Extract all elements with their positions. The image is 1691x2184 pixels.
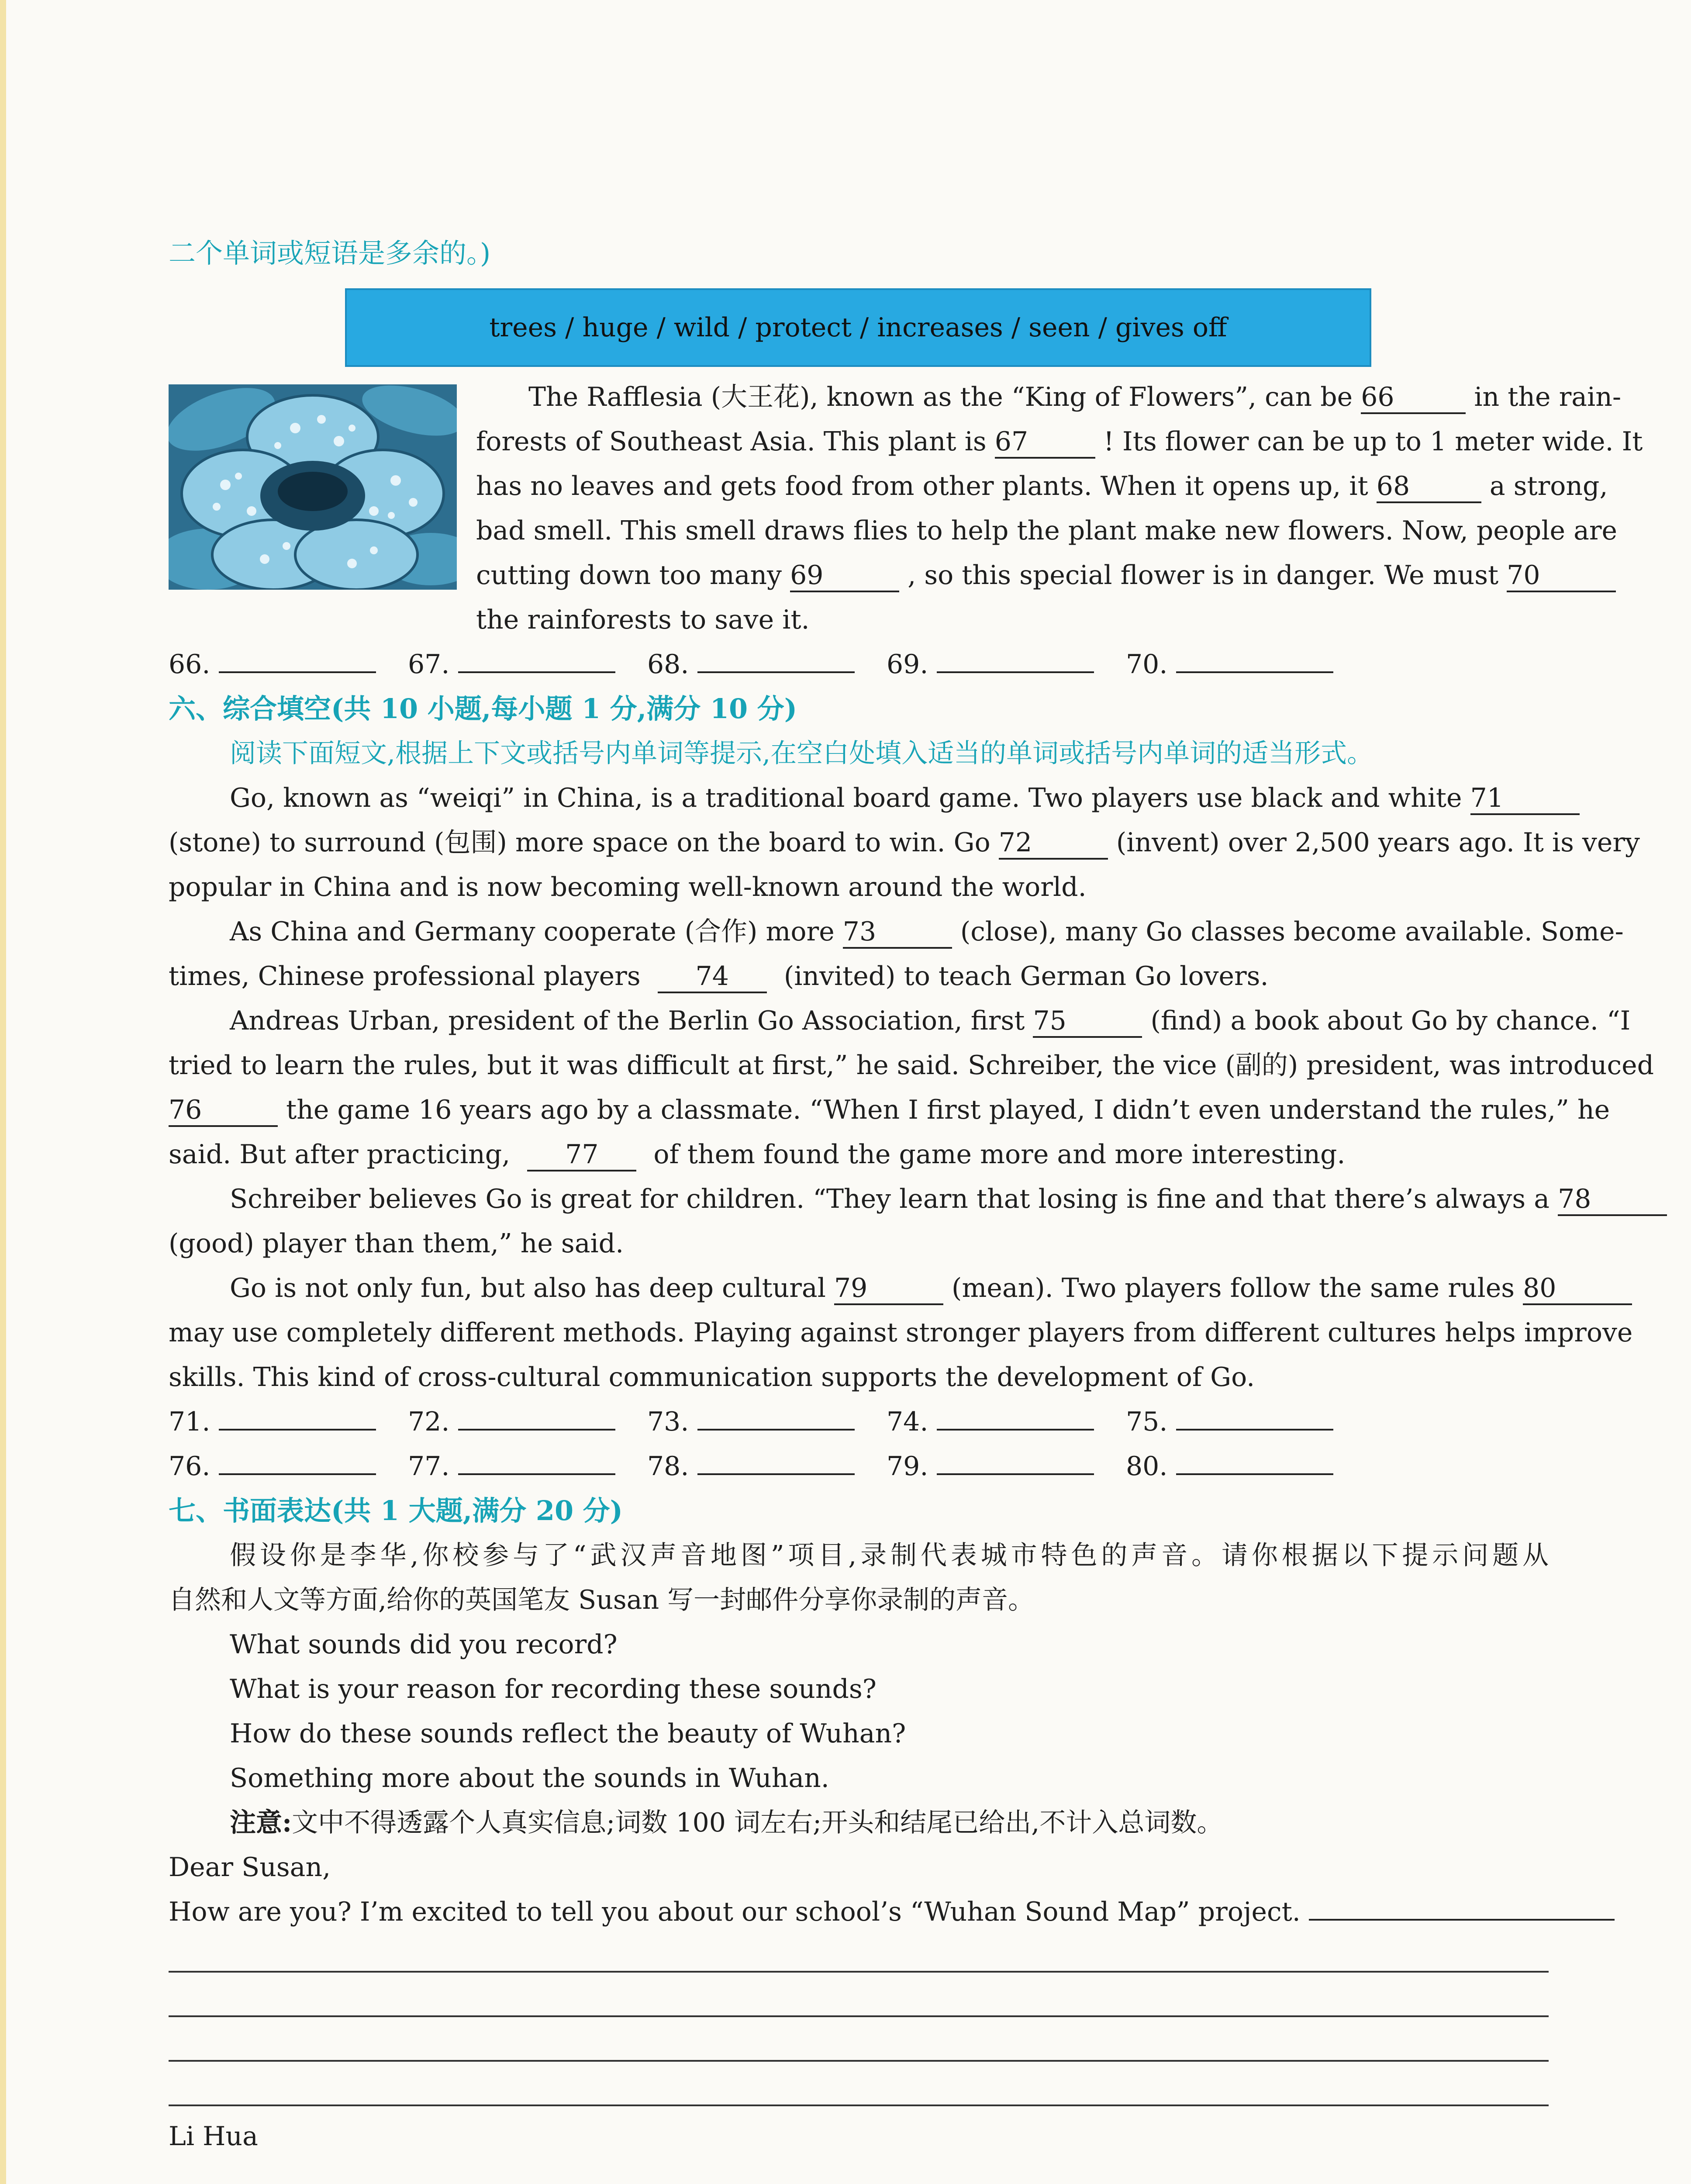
answer-71[interactable] [169,1400,408,1444]
answer-74[interactable] [887,1400,1126,1444]
text: (find) a book about Go by chance. “I [1150,1006,1631,1036]
text: (stone) to surround (包围) more space on the board to win. Go [169,827,990,858]
question-4: Something more about the sounds in Wuhan. [230,1763,829,1794]
passage-2-line: (good) player than them,” he said. [169,1228,624,1259]
text: As China and Germany cooperate (合作) more [230,916,835,947]
text: (invited) to teach German Go lovers. [783,961,1269,992]
text: cutting down too many [476,560,782,591]
text: of them found the game more and more interesting. [653,1139,1346,1170]
writing-line[interactable] [169,2060,1549,2062]
passage-2-line: skills. This kind of cross-cultural communication supports the development of Go. [169,1362,1255,1393]
instruction-tail: 二个单词或短语是多余的。) [169,237,491,269]
writing-line[interactable] [169,2015,1549,2017]
answer-72[interactable] [408,1400,647,1444]
answer-line [458,1451,615,1475]
passage-2-line: tried to learn the rules, but it was difficult at first,” he said. Schreiber, the vice (副的) president, was introduced [169,1050,1654,1081]
answer-row-71-75 [169,1400,1365,1444]
text: (mean). Two players follow the same rules [952,1273,1515,1303]
passage-2-line [169,999,1631,1043]
answer-line [458,650,615,673]
text: forests of Southeast Asia. This plant is [476,426,987,457]
passage-2-line [169,1088,1610,1132]
question-3: How do these sounds reflect the beauty of Wuhan? [230,1718,906,1749]
writing-line[interactable] [169,2105,1549,2106]
question-1: What sounds did you record? [230,1629,618,1660]
answer-label: 80. [1126,1451,1168,1482]
note [169,1800,1549,1845]
answer-line [219,650,376,673]
answer-row-76-80 [169,1444,1365,1489]
blank-75[interactable]: 75 [1033,1006,1142,1038]
answer-79[interactable] [887,1444,1126,1489]
signature: Li Hua [169,2121,258,2152]
text: (invent) over 2,500 years ago. It is very [1116,827,1640,858]
passage-1 [476,375,1643,642]
rafflesia-image [169,384,457,590]
answer-label: 70. [1126,649,1168,680]
answer-line [937,1407,1094,1431]
text: The Rafflesia (大王花), known as the “King of Flowers”, can be [528,382,1353,412]
blank-76[interactable]: 76 [169,1095,278,1127]
answer-label: 79. [887,1451,928,1482]
blank-79[interactable]: 79 [834,1273,943,1305]
page-edge [0,0,6,2184]
prompt-line: 假设你是李华,你校参与了“武汉声音地图”项目,录制代表城市特色的声音。请你根据以下提示问题从 [230,1540,1549,1571]
word-bank [345,288,1371,367]
passage-2-line [169,1266,1556,1310]
passage-2-line: may use completely different methods. Playing against stronger players from different cultures helps improve [169,1317,1633,1348]
passage-2-line [169,954,1549,999]
writing-line[interactable] [169,1971,1549,1973]
answer-label: 76. [169,1451,211,1482]
answer-78[interactable] [647,1444,887,1489]
question-2: What is your reason for recording these sounds? [230,1674,877,1704]
answer-label: 78. [647,1451,689,1482]
answer-67[interactable] [408,642,647,687]
text: a strong, [1489,471,1608,501]
passage-1-line [476,419,1643,464]
answer-label: 74. [887,1406,928,1437]
answer-80[interactable] [1126,1444,1365,1489]
text: times, Chinese professional players [169,961,641,992]
answer-line [697,1451,855,1475]
blank-78[interactable]: 78 [1558,1184,1667,1216]
answer-label: 68. [647,649,689,680]
answer-label: 71. [169,1406,211,1437]
answer-73[interactable] [647,1400,887,1444]
answer-label: 72. [408,1406,450,1437]
passage-2-line [169,909,1624,954]
answer-66[interactable] [169,642,408,687]
blank-80[interactable]: 80 [1523,1273,1632,1305]
answer-69[interactable] [887,642,1126,687]
opening-text: How are you? I’m excited to tell you about our school’s “Wuhan Sound Map” project. [169,1897,1301,1927]
answer-label: 69. [887,649,928,680]
answer-line [937,1451,1094,1475]
answer-label: 73. [647,1406,689,1437]
passage-1-line [476,464,1608,508]
blank-77[interactable]: 77 [527,1139,636,1171]
answer-76[interactable] [169,1444,408,1489]
answer-line [697,650,855,673]
answer-77[interactable] [408,1444,647,1489]
blank-73[interactable]: 73 [843,916,952,949]
prompt-line: 自然和人文等方面,给你的英国笔友 Susan 写一封邮件分享你录制的声音。 [169,1585,1035,1615]
blank-68[interactable]: 68 [1377,471,1481,503]
answer-label: 77. [408,1451,450,1482]
answer-68[interactable] [647,642,887,687]
section-6-instruction: 阅读下面短文,根据上下文或括号内单词等提示,在空白处填入适当的单词或括号内单词的适当形式。 [230,738,1374,769]
answer-70[interactable] [1126,642,1365,687]
answer-line [937,650,1094,673]
answer-label: 75. [1126,1406,1168,1437]
passage-1-line [476,375,1622,419]
text: , so this special flower is in danger. We must [908,560,1499,591]
answer-label: 67. [408,649,450,680]
section-7-title: 七、书面表达(共 1 大题,满分 20 分) [169,1495,623,1527]
section-6-title: 六、综合填空(共 10 小题,每小题 1 分,满分 10 分) [169,693,797,725]
blank-69[interactable]: 69 [790,560,899,592]
writing-task [169,1533,1549,1934]
opening-line [169,1890,1549,1934]
blank-72[interactable]: 72 [999,827,1108,860]
answer-label: 66. [169,649,211,680]
word-bank-text: trees / huge / wild / protect / increases / seen / gives off [489,312,1227,343]
answer-line [458,1407,615,1431]
blank-67[interactable]: 67 [995,426,1095,459]
answer-line [1176,650,1333,673]
answer-line [1176,1407,1333,1431]
answer-line [219,1451,376,1475]
passage-1-line: bad smell. This smell draws flies to help the plant make new flowers. Now, people are [476,515,1618,546]
passage-2-line: popular in China and is now becoming well-known around the world. [169,872,1087,902]
text: said. But after practicing, [169,1139,511,1170]
answer-line [219,1407,376,1431]
passage-2 [169,776,1654,1400]
blank-66[interactable]: 66 [1361,382,1466,414]
text: (close), many Go classes become available. Some- [960,916,1624,947]
answer-line [697,1407,855,1431]
passage-2-line [169,1132,1549,1177]
text: Go is not only fun, but also has deep cultural [230,1273,826,1303]
answer-line [1176,1451,1333,1475]
text: the game 16 years ago by a classmate. “When I first played, I didn’t even understand the rules,” he [286,1095,1610,1125]
writing-line[interactable] [1309,1897,1615,1921]
text: has no leaves and gets food from other plants. When it opens up, it [476,471,1368,501]
note-text: 文中不得透露个人真实信息;词数 100 词左右;开头和结尾已给出,不计入总词数。 [292,1807,1223,1838]
blank-71[interactable]: 71 [1470,783,1580,815]
passage-1-line: the rainforests to save it. [476,605,810,635]
passage-2-line [169,820,1640,865]
text: Andreas Urban, president of the Berlin Go Association, first [230,1006,1025,1036]
passage-1-line [476,553,1549,598]
text: ! Its flower can be up to 1 meter wide. It [1103,426,1643,457]
answer-75[interactable] [1126,1400,1365,1444]
greeting: Dear Susan, [169,1852,331,1883]
note-label: 注意: [230,1807,292,1838]
blank-74[interactable]: 74 [658,961,767,993]
text: Schreiber believes Go is great for children. “They learn that losing is fine and that there’s always a [230,1184,1550,1214]
text: in the rain- [1474,382,1622,412]
blank-70[interactable]: 70 [1507,560,1616,592]
passage-2-line [169,776,1549,820]
text: Go, known as “weiqi” in China, is a traditional board game. Two players use black and white [230,783,1462,813]
answer-row-66-70 [169,642,1365,687]
passage-2-line [169,1177,1591,1221]
